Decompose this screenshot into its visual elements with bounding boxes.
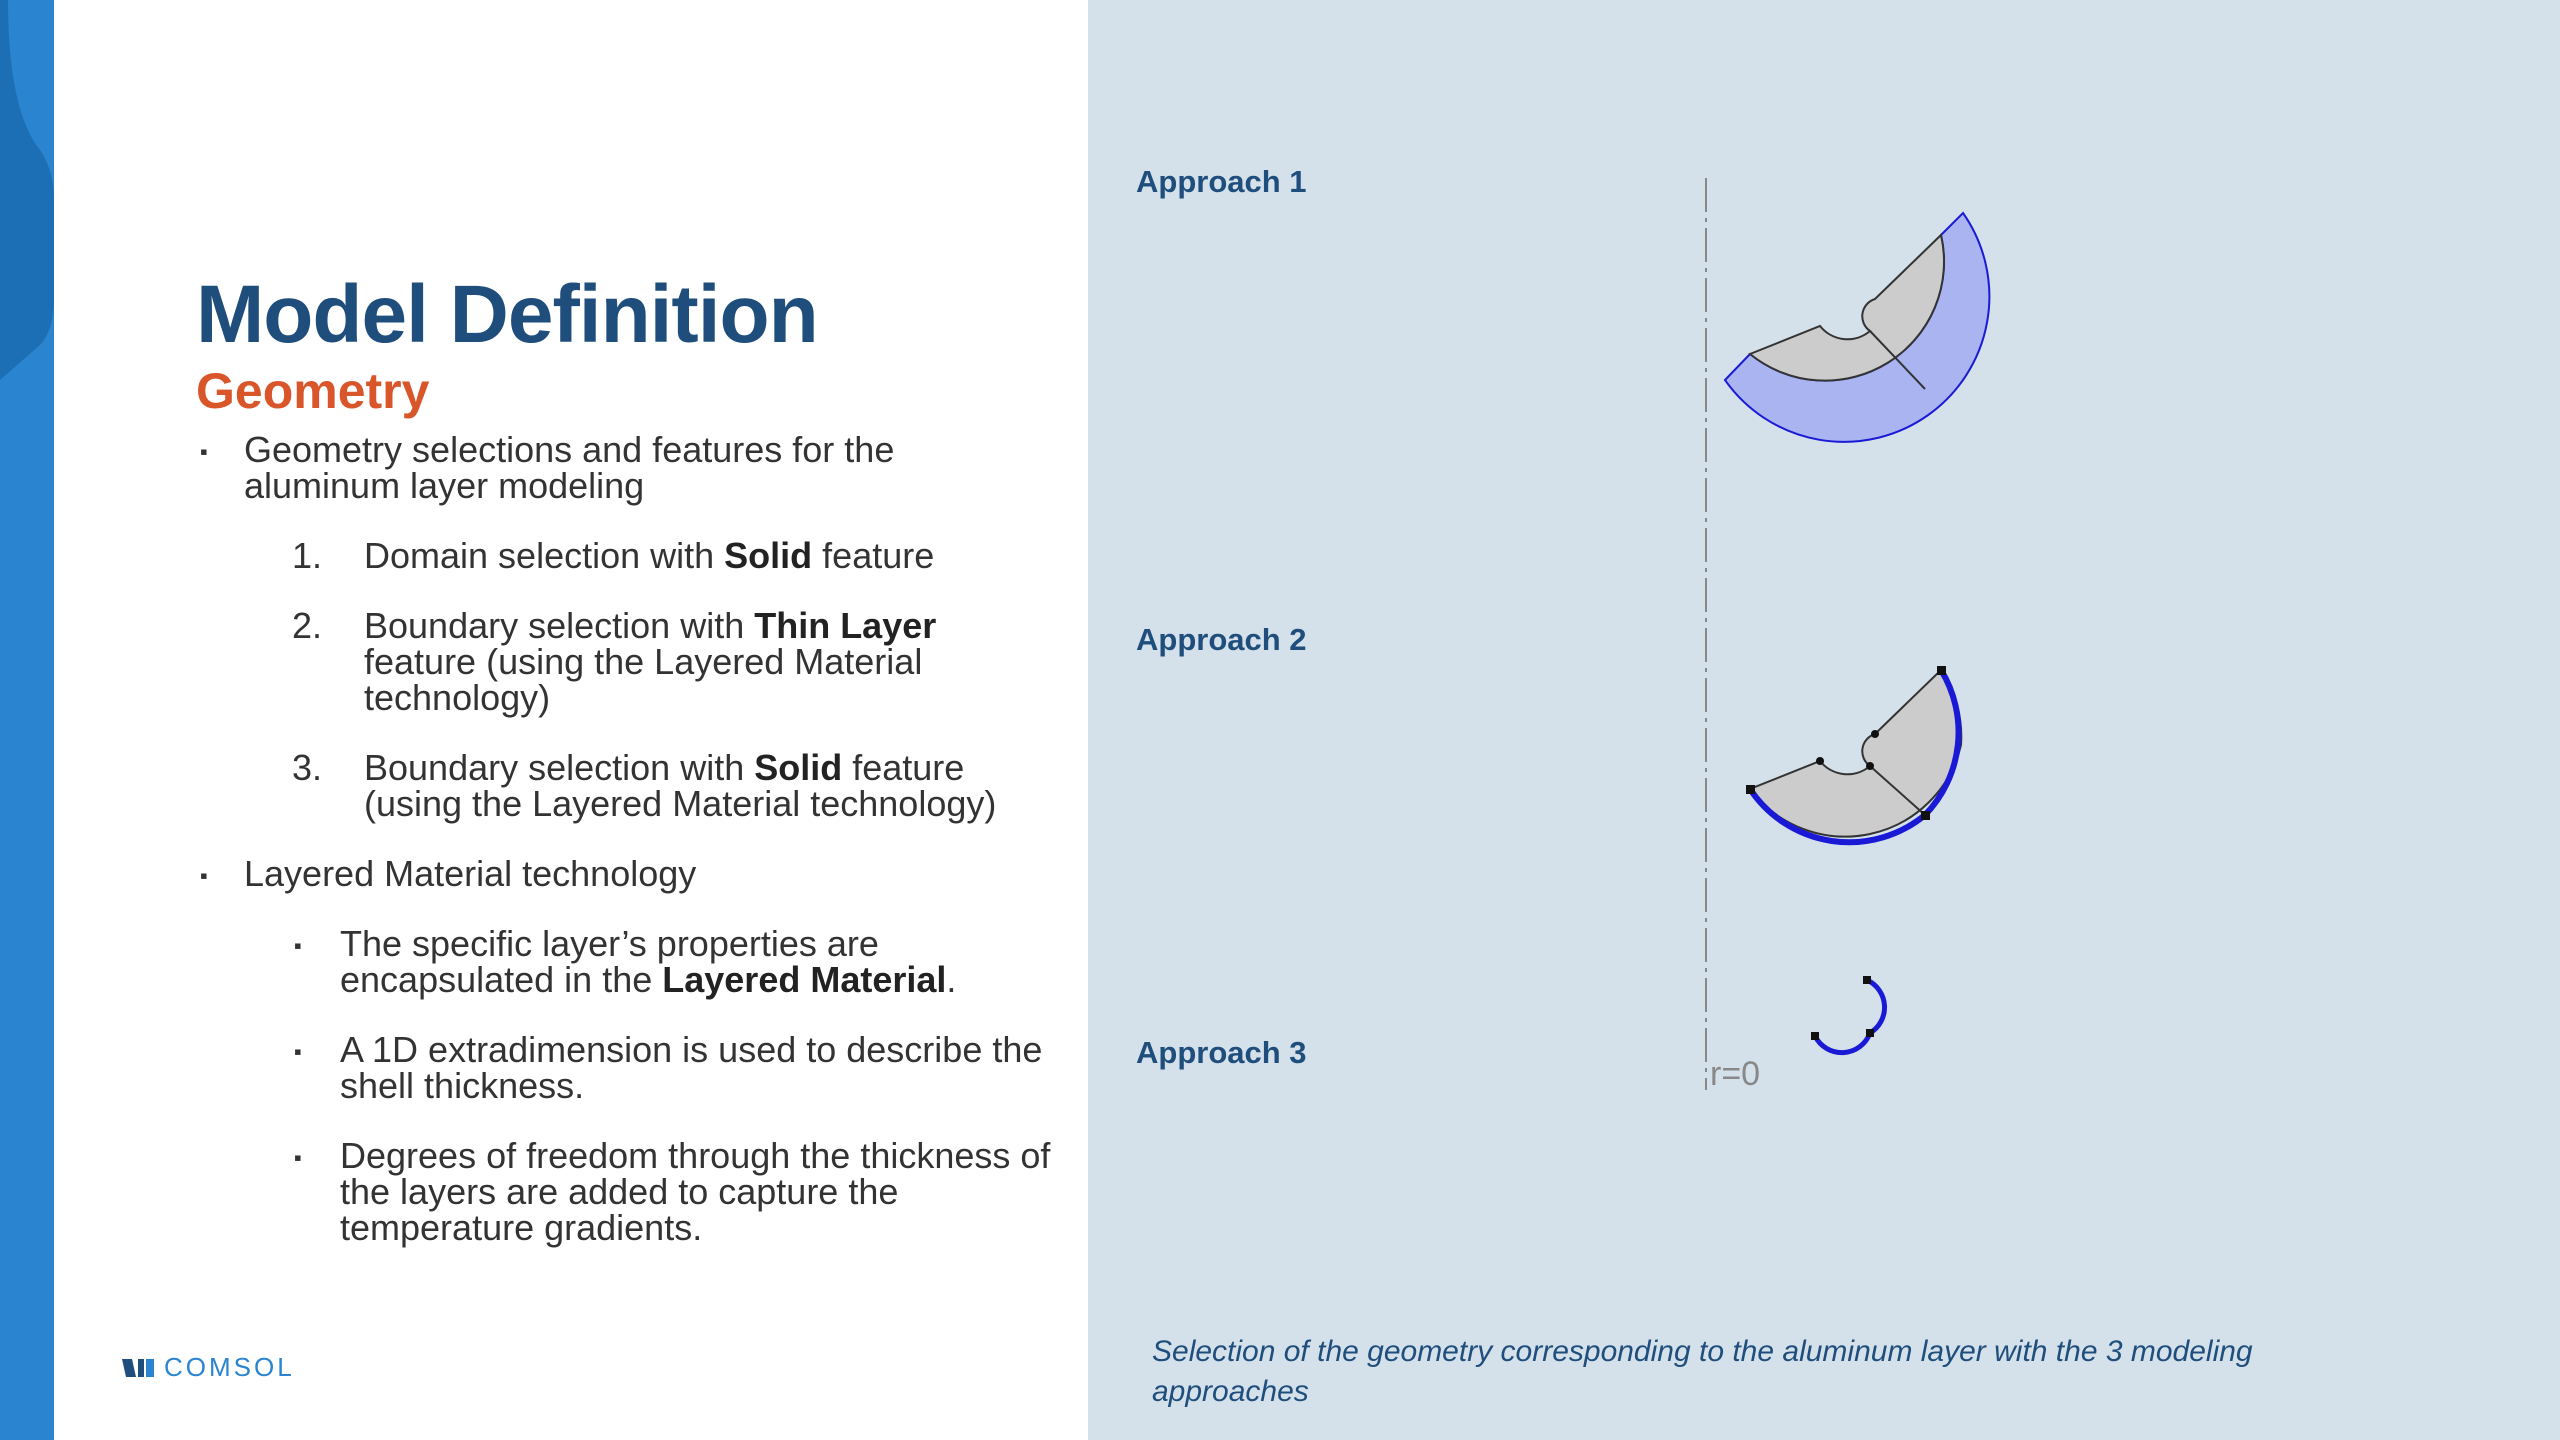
numbered-item <box>292 535 1056 576</box>
sub-bullet-item <box>196 1029 1056 1106</box>
sub-bullet-bold: Layered Material <box>662 959 947 1000</box>
layer-boundary <box>1815 980 1885 1053</box>
approach-2-geometry <box>1746 666 1961 842</box>
figure-caption: Selection of the geometry corresponding to the aluminum layer with the 3 modeling approaches <box>1152 1335 2253 1408</box>
item-text: Domain selection with <box>364 535 725 576</box>
approach-1-geometry <box>1725 213 1989 442</box>
bullet-mark: ▪ <box>294 1145 302 1170</box>
bullet-text: Layered Material technology <box>244 853 697 894</box>
item-text-end: feature (using the Layered Material technology) <box>364 747 997 824</box>
aluminum-layer-domain <box>1725 213 1989 442</box>
item-bold: Solid <box>724 535 813 576</box>
bullet-list <box>196 429 1056 1248</box>
bullet-mark: ▪ <box>200 439 208 464</box>
sub-bullet-text: Degrees of freedom through the thickness of the layers are added to capture the temperature gradients. <box>340 1135 1051 1248</box>
item-bold: Solid <box>754 747 843 788</box>
item-text: Boundary selection with <box>364 747 755 788</box>
bullet-mark: ▪ <box>294 1039 302 1064</box>
accent-bar <box>0 0 54 1440</box>
numbered-item <box>292 747 1056 824</box>
approach-3-label: Approach 3 <box>1136 1035 1307 1070</box>
numbered-item <box>292 605 1056 718</box>
bullet-mark: ▪ <box>294 933 302 958</box>
bullet-text: Geometry selections and features for the aluminum layer modeling <box>244 429 895 506</box>
sub-bullet-item <box>196 923 1056 1000</box>
comsol-logo <box>122 1352 295 1383</box>
geometry-diagram <box>1680 150 2120 1100</box>
slide-subtitle: Geometry <box>196 363 430 419</box>
comsol-logo-icon <box>122 1357 156 1379</box>
comsol-logo-text: COMSOL <box>164 1352 295 1382</box>
approach-3-geometry <box>1811 976 1885 1053</box>
axis-label: r=0 <box>1710 1055 1761 1093</box>
sub-bullet-text-end: . <box>946 959 957 1000</box>
sub-bullet-text: A 1D extradimension is used to describe the shell thickness. <box>340 1029 1043 1106</box>
sub-bullet-item <box>196 1135 1056 1248</box>
numbered-list <box>292 535 1056 824</box>
bullet-item <box>196 429 1056 506</box>
sub-bullet-text: The specific layer’s properties are encapsulated in the <box>340 923 879 1000</box>
bullet-mark: ▪ <box>200 863 208 888</box>
bullet-item <box>196 853 1056 894</box>
item-number: 3. <box>292 747 323 788</box>
slide-title: Model Definition <box>196 269 818 360</box>
item-number: 2. <box>292 605 323 646</box>
approach-1-label: Approach 1 <box>1136 164 1307 199</box>
approach-2-label: Approach 2 <box>1136 622 1307 657</box>
item-text: Boundary selection with <box>364 605 755 646</box>
item-bold: Thin Layer <box>754 605 937 646</box>
item-text-end: feature (using the Layered Material technology) <box>364 641 923 718</box>
item-number: 1. <box>292 535 323 576</box>
item-text-end: feature <box>812 535 935 576</box>
accent-bar-shape <box>0 0 54 1440</box>
